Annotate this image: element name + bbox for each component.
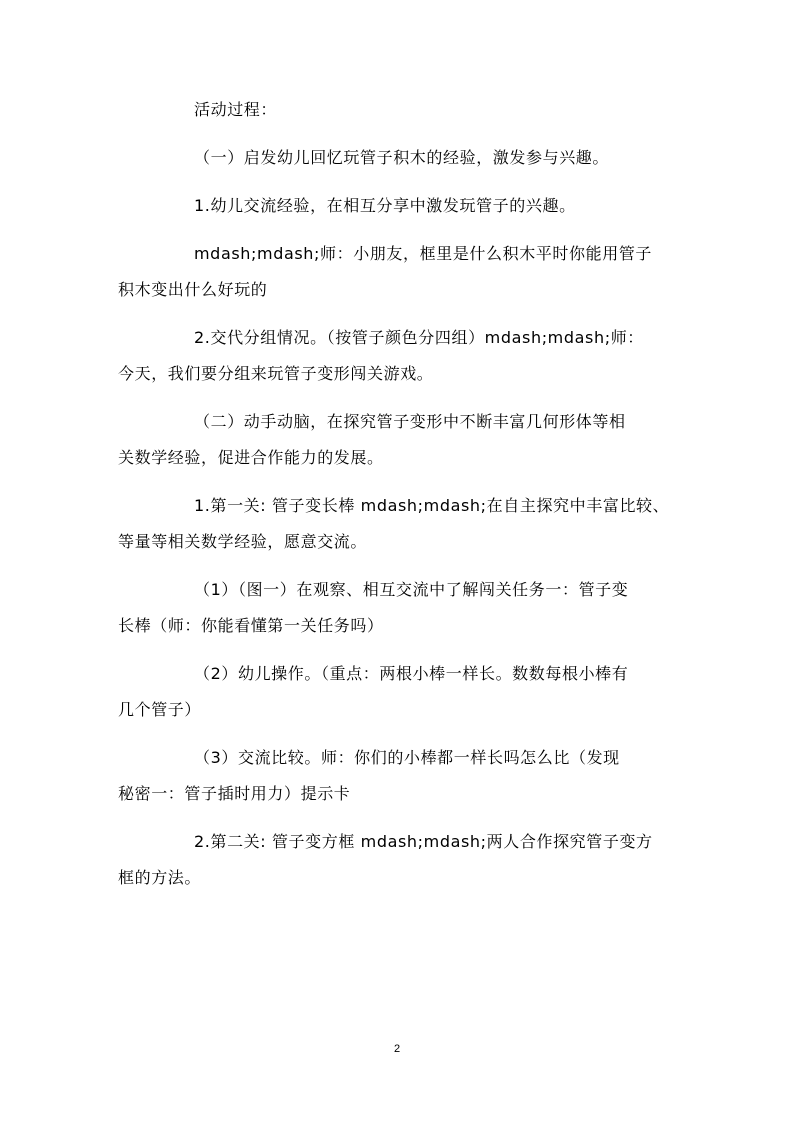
paragraph-section-two-heading	[118, 404, 680, 488]
text-line: （2）幼儿操作。（重点：两根小棒一样长。数数每根小棒有	[194, 664, 629, 683]
text-line: 2.交代分组情况。（按管子颜色分四组）mdash;mdash;师：	[194, 328, 644, 347]
text-line: （二）动手动脑，在探究管子变形中不断丰富几何形体等相	[194, 412, 626, 431]
text-line: 积木变出什么好玩的	[118, 280, 268, 299]
text-line: 框的方法。	[118, 868, 202, 887]
text-line: 1.幼儿交流经验，在相互分享中激发玩管子的兴趣。	[194, 196, 576, 215]
text-line: （3）交流比较。师：你们的小棒都一样长吗怎么比（发现	[194, 748, 620, 767]
paragraph-level-one	[118, 488, 680, 572]
paragraph-activity-process	[118, 92, 680, 140]
paragraph-level-two	[118, 824, 680, 908]
page-number: 2	[393, 1043, 401, 1055]
paragraph-teacher-question	[118, 236, 680, 320]
text-line: （一）启发幼儿回忆玩管子积木的经验，激发参与兴趣。	[194, 148, 610, 167]
paragraph-level-one-item-3	[118, 740, 680, 824]
text-line: 活动过程：	[194, 100, 278, 119]
paragraph-section-one-heading	[118, 140, 680, 188]
text-line: 等量等相关数学经验，愿意交流。	[118, 532, 368, 551]
text-line: mdash;mdash;师：小朋友，框里是什么积木平时你能用管子	[194, 244, 653, 263]
text-line: 2.第二关: 管子变方框 mdash;mdash;两人合作探究管子变方	[194, 832, 653, 851]
paragraph-step-1	[118, 188, 680, 236]
paragraph-level-one-item-2	[118, 656, 680, 740]
paragraph-step-2	[118, 320, 680, 404]
paragraph-level-one-item-1	[118, 572, 680, 656]
text-line: 几个管子）	[118, 700, 202, 719]
text-line: 关数学经验，促进合作能力的发展。	[118, 448, 384, 467]
document-body	[118, 92, 680, 908]
text-line: （1）（图一）在观察、相互交流中了解闯关任务一：管子变	[194, 580, 629, 599]
text-line: 今天，我们要分组来玩管子变形闯关游戏。	[118, 364, 434, 383]
text-line: 长棒（师：你能看懂第一关任务吗）	[118, 616, 384, 635]
text-line: 秘密一：管子插时用力）提示卡	[118, 784, 351, 803]
text-line: 1.第一关: 管子变长棒 mdash;mdash;在自主探究中丰富比较、	[194, 496, 670, 515]
